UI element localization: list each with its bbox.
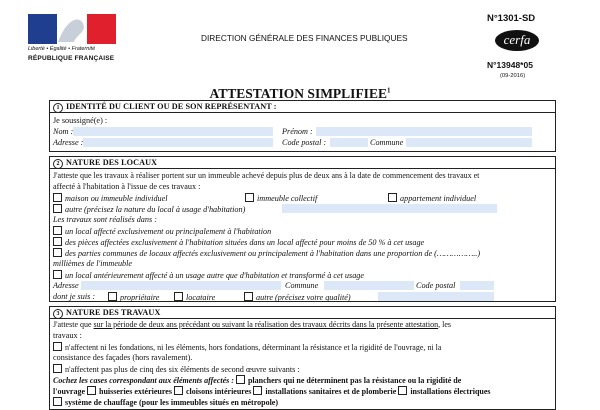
locaux-adresse-label: Adresse xyxy=(53,281,79,290)
section-locaux xyxy=(49,156,556,302)
republic-motto: Liberté • Égalité • Fraternité xyxy=(28,46,96,52)
checkbox[interactable] xyxy=(236,375,245,384)
section-travaux-title xyxy=(53,308,160,319)
cerfa-logo xyxy=(495,30,539,51)
cerfa-number: N°13948*05 xyxy=(487,60,533,70)
republic-name: RÉPUBLIQUE FRANÇAISE xyxy=(28,55,115,62)
nom-label: Nom : xyxy=(53,127,74,136)
travaux-option-fondations[interactable] xyxy=(53,342,441,352)
option-electriques-label: installations électriques xyxy=(410,387,491,396)
page-title-text: ATTESTATION SIMPLIFIEE xyxy=(209,86,387,101)
marianne-logo xyxy=(28,14,116,44)
option-locataire[interactable] xyxy=(174,292,215,302)
option-parties-communes-label: des parties communes de locaux affectés exclusivement ou principalement à l'habitation dans une proportion de (……………..) xyxy=(65,249,481,258)
checkbox[interactable] xyxy=(53,193,62,202)
travaux-line1-underlined: sur la période de deux ans précédant ou suivant la réalisation des travaux décrits dans la présente attestation xyxy=(93,320,439,329)
autre-qualite-field[interactable] xyxy=(378,292,494,301)
section-locaux-title-text: NATURE DES LOCAUX xyxy=(66,158,158,167)
checkbox[interactable] xyxy=(174,386,183,395)
section-number: 3 xyxy=(53,309,63,319)
checkbox[interactable] xyxy=(245,193,254,202)
option-local-habitation[interactable] xyxy=(53,226,271,236)
option-planchers-cont: l'ouvrage xyxy=(53,387,85,396)
checkbox[interactable] xyxy=(253,386,262,395)
nom-field[interactable] xyxy=(73,127,273,136)
section-number: 1 xyxy=(53,103,63,113)
title-footnote-marker: 1 xyxy=(386,86,391,95)
option-appartement[interactable] xyxy=(388,193,476,203)
option-parties-communes[interactable] xyxy=(53,248,480,258)
section-identity-title-text: IDENTITÉ DU CLIENT OU DE SON REPRÉSENTANT : xyxy=(66,102,277,111)
option-appartement-label: appartement individuel xyxy=(400,194,477,203)
dont-je-suis-label: dont je suis : xyxy=(53,292,96,301)
checkbox[interactable] xyxy=(398,386,407,395)
option-proprietaire-label: propriétaire xyxy=(120,293,160,302)
option-autre-qualite[interactable] xyxy=(244,292,351,302)
adresse-field[interactable] xyxy=(83,138,273,147)
locaux-adresse-field[interactable] xyxy=(81,281,281,290)
checkbox[interactable] xyxy=(53,226,62,235)
travaux-line6 xyxy=(53,375,461,385)
commune-label: Commune xyxy=(370,138,404,147)
locaux-code-postal-label: Code postal xyxy=(416,281,456,290)
travaux-line7 xyxy=(53,386,491,396)
checkbox[interactable] xyxy=(53,237,62,246)
realises-label: Les travaux sont réalisés dans : xyxy=(53,215,157,224)
locaux-commune-label: Commune xyxy=(285,281,319,290)
direction-heading: DIRECTION GÉNÉRALE DES FINANCES PUBLIQUES xyxy=(201,33,408,43)
tricolor-flag-icon xyxy=(28,14,116,44)
option-maison-label: maison ou immeuble individuel xyxy=(65,194,168,203)
option-autre-local-label: autre (précisez la nature du local à usage d'habitation) xyxy=(65,205,246,214)
checkbox[interactable] xyxy=(87,386,96,395)
option-maison[interactable] xyxy=(53,193,168,203)
form-number: N°1301-SD xyxy=(487,13,536,24)
section-travaux xyxy=(49,306,556,410)
travaux-option-second-oeuvre[interactable] xyxy=(53,364,300,374)
option-pieces[interactable] xyxy=(53,237,424,247)
option-local-anterieur[interactable] xyxy=(53,270,364,280)
section-locaux-title xyxy=(53,158,157,169)
undersigned-label: Je soussigné(e) : xyxy=(53,116,108,125)
commune-field[interactable] xyxy=(406,138,532,147)
travaux-line1-end: , les xyxy=(438,320,451,329)
option-chauffage-label: système de chauffage (pour les immeubles situés en métropole) xyxy=(65,398,279,407)
travaux-option-second-oeuvre-label: n'affectent pas plus de cinq des six éléments de second œuvre suivants : xyxy=(65,365,300,374)
code-postal-field[interactable] xyxy=(330,138,368,147)
prenom-label: Prénom : xyxy=(282,127,313,136)
checkbox[interactable] xyxy=(388,193,397,202)
locaux-commune-field[interactable] xyxy=(324,281,414,290)
edition-date: (09-2016) xyxy=(500,73,526,79)
travaux-line1-start: J'atteste que xyxy=(53,320,92,329)
cerfa-logo-text: cerfa xyxy=(503,32,531,47)
travaux-option-fondations-label: n'affectent ni les fondations, ni les éléments, hors fondations, déterminant la résistance et la rigidité de l'ouvrage, ni la xyxy=(65,343,442,352)
option-autre-local[interactable] xyxy=(53,204,245,214)
option-pieces-label: des pièces affectées exclusivement à l'habitation situées dans un local affecté pour moins de 50 % à cet usage xyxy=(65,238,425,247)
option-local-habitation-label: un local affecté exclusivement ou principalement à l'habitation xyxy=(65,227,272,236)
option-collectif[interactable] xyxy=(245,193,317,203)
code-postal-label: Code postal : xyxy=(282,138,327,147)
option-locataire-label: locataire xyxy=(186,293,216,302)
section-identity xyxy=(49,100,556,152)
section-identity-title xyxy=(53,102,277,113)
checkbox[interactable] xyxy=(174,292,183,301)
locaux-intro-line1: J'atteste que les travaux à réaliser portent sur un immeuble achevé depuis plus de deux ans à la date de commencement des travaux et xyxy=(53,171,480,180)
option-planchers-label: planchers qui ne déterminent pas la résistance ou la rigidité de xyxy=(247,376,462,385)
milliemes-label: millièmes de l'immeuble xyxy=(53,259,133,268)
option-local-anterieur-label: un local antérieurement affecté à un usage autre que d'habitation et transformé à cet usage xyxy=(65,271,365,280)
travaux-line1 xyxy=(53,320,451,329)
checkbox[interactable] xyxy=(53,364,62,373)
option-sanitaires-label: installations sanitaires et de plomberie xyxy=(265,387,397,396)
prenom-field[interactable] xyxy=(316,127,532,136)
checkbox[interactable] xyxy=(53,248,62,257)
option-autre-qualite-label: autre (précisez votre qualité) xyxy=(256,293,351,302)
option-huisseries-label: huisseries extérieures xyxy=(99,387,172,396)
locaux-code-postal-field[interactable] xyxy=(460,281,494,290)
section-number: 2 xyxy=(53,159,63,169)
checkbox[interactable] xyxy=(53,342,62,351)
section-travaux-title-text: NATURE DES TRAVAUX xyxy=(66,308,161,317)
locaux-intro-line2: affecté à l'habitation à l'issue de ces travaux : xyxy=(53,182,201,191)
checkbox[interactable] xyxy=(108,292,117,301)
checkbox[interactable] xyxy=(244,292,253,301)
option-proprietaire[interactable] xyxy=(108,292,159,302)
travaux-line2: travaux : xyxy=(53,331,82,340)
option-collectif-label: immeuble collectif xyxy=(257,194,318,203)
option-cloisons-label: cloisons intérieures xyxy=(185,387,252,396)
checkbox[interactable] xyxy=(53,204,62,213)
adresse-label: Adresse : xyxy=(53,138,84,147)
checkbox[interactable] xyxy=(53,397,62,406)
checkbox[interactable] xyxy=(53,270,62,279)
autre-local-field[interactable] xyxy=(282,204,497,213)
travaux-line6-instruction: Cochez les cases correspondant aux éléments affectés : xyxy=(53,376,234,385)
travaux-line4: consistance des façades (hors ravalement). xyxy=(53,353,193,362)
travaux-option-chauffage[interactable] xyxy=(53,397,278,407)
